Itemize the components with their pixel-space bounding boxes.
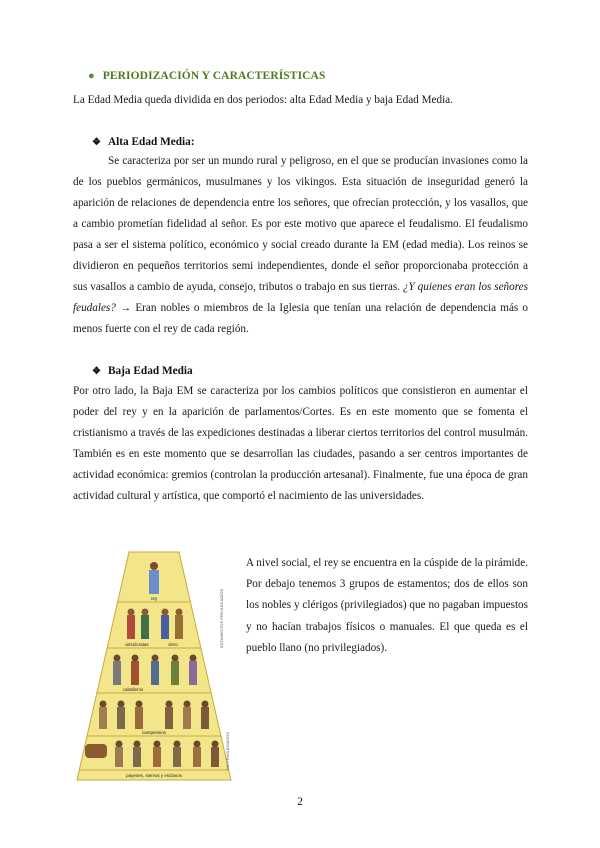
alta-answer: → Eran nobles o miembros de la Iglesia que tenían una relación de dependencia más o menos fuerte con el rey de cada región.	[73, 302, 529, 335]
king-figure	[149, 570, 159, 594]
social-paragraph: A nivel social, el rey se encuentra en la cúspide de la pirámide. Por debajo tenemos 3 grupos de estamentos; dos de ellos son los nobles y clérigos (privilegiados) que no pagaban impuestos y no hacían trabajos físicos o manuales. El que queda es el pueblo llano (no privilegiados).	[246, 557, 528, 654]
tier-label-campesinos: campesinos	[141, 730, 167, 735]
section-title: PERIODIZACIÓN Y CARACTERÍSTICAS	[102, 70, 326, 82]
section-heading	[88, 70, 325, 82]
alta-paragraph	[73, 151, 528, 340]
tier-label-top: rey	[150, 596, 158, 601]
baja-title: Baja Edad Media	[107, 365, 193, 377]
bullet-icon: ●	[88, 70, 95, 82]
page-number: 2	[297, 796, 303, 808]
tier-label-nobles: aristócratas	[125, 642, 149, 647]
feudal-pyramid-illustration	[73, 548, 235, 786]
diamond-bullet-icon: ❖	[92, 366, 101, 377]
tier-label-clero: clero	[168, 642, 178, 647]
alta-heading	[92, 136, 195, 148]
alta-title: Alta Edad Media:	[107, 136, 195, 148]
intro-paragraph: La Edad Media queda dividida en dos periodos: alta Edad Media y baja Edad Media.	[73, 94, 453, 106]
baja-heading	[92, 365, 193, 377]
side-label-unprivileged: NO PRIVILEGIADOS	[225, 731, 230, 770]
baja-paragraph: Por otro lado, la Baja EM se caracteriza por los cambios políticos que consistieron en aumentar el poder del rey y en la aparición de parlamentos/Cortes. Es en este momento que se fomenta el cristianismo a través de las expediciones destinadas a liberar ciertos territorios del control musulmán. También es en este momento que se desarrollan las ciudades, pasando a ser centros importantes de actividad económica: gremios (controlan la producción artesanal). Finalmente, fue una época de gran actividad cultural y artística, que comportó el nacimiento de las universidades.	[73, 385, 528, 502]
alta-question: ¿Y quienes eran los señores feudales?	[73, 281, 528, 314]
tier-label-caballeros: caballeros	[122, 687, 144, 692]
side-label-privileged: ESTAMENTOS PRIVILEGIADOS	[219, 588, 224, 648]
tier-label-base: payeses, siervos y esclavos	[126, 773, 182, 778]
alta-text: Se caracteriza por ser un mundo rural y peligroso, en el que se producían invasiones como la de los pueblos germánicos, musulmanes y los vikingos. Esta situación de inseguridad generó la aparición de relaciones de dependencia entre los señores, que ofrecían protección, y los vasallos, que a cambio prometían fidelidad al señor. Es por este motivo que aparece el feudalismo. El feudalismo pasa a ser el sistema político, económico y social creado durante la EM (edad media). Los reinos se dividieron en pequeños territorios semi independientes, donde el señor proporcionaba protección a sus vasallos a cambio de ayuda, consejo, tributos o trabajo en sus tierras.	[73, 155, 528, 293]
king-figure	[150, 562, 158, 570]
diamond-bullet-icon: ❖	[92, 137, 101, 148]
